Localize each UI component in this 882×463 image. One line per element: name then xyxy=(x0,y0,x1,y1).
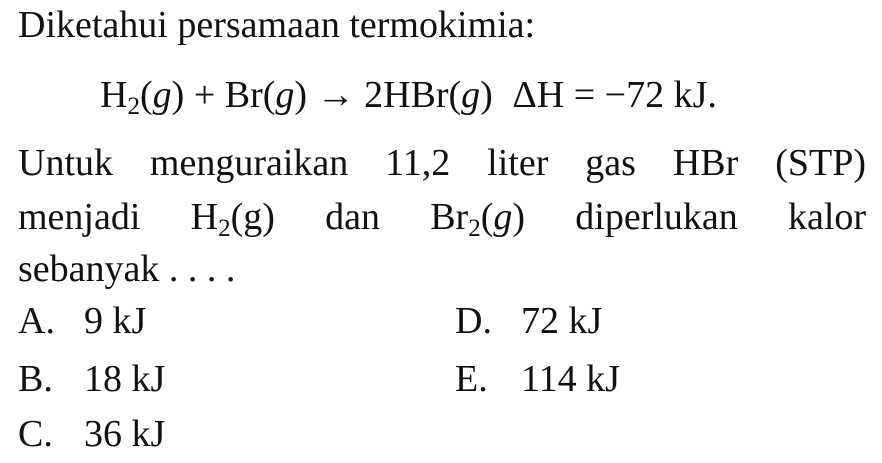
question-menjadi: menjadi xyxy=(18,196,141,238)
option-d-letter: D. xyxy=(455,300,492,342)
question-br2-state: g xyxy=(493,196,513,238)
option-e-text: 114 kJ xyxy=(521,358,620,400)
question-line-2 xyxy=(18,194,867,243)
reactant-br: Br xyxy=(224,74,263,116)
delta-h-value: = −72 kJ. xyxy=(573,74,717,116)
option-a[interactable] xyxy=(18,298,146,344)
reactant-br-state: g xyxy=(275,74,295,116)
option-d[interactable] xyxy=(455,298,602,344)
question-br2: $Br_2(g)$ xyxy=(430,196,526,243)
option-a-text: 9 kJ xyxy=(84,300,147,342)
option-b-text: 18 kJ xyxy=(84,358,166,400)
question-h2 xyxy=(190,196,275,243)
question-h2-subscript: 2 xyxy=(218,215,231,243)
option-b[interactable] xyxy=(18,356,165,402)
question-br2-subscript: 2 xyxy=(468,215,481,243)
product-state: g xyxy=(461,74,481,116)
question-br2-symbol: Br xyxy=(430,196,469,238)
option-e-letter: E. xyxy=(455,358,488,400)
product-hbr: 2HBr xyxy=(364,74,449,116)
reaction-arrow: → xyxy=(316,74,355,116)
option-b-letter: B. xyxy=(18,358,53,400)
question-dan: dan xyxy=(325,196,380,238)
plus-sign: + xyxy=(193,74,216,116)
option-c-text: 36 kJ xyxy=(84,413,166,455)
option-c[interactable] xyxy=(18,411,165,457)
question-line-3: sebanyak . . . . xyxy=(18,248,236,290)
question-line-1: Untuk menguraikan 11,2 liter gas HBr (STP) xyxy=(18,142,866,184)
option-e[interactable] xyxy=(455,356,620,402)
intro-text: Diketahui persamaan termokimia: xyxy=(18,4,536,46)
reactant-h: H xyxy=(100,74,128,116)
option-d-text: 72 kJ xyxy=(521,300,603,342)
reactant-h-state: g xyxy=(152,74,172,116)
delta-h-label: ΔH xyxy=(512,74,565,116)
option-a-letter: A. xyxy=(18,300,55,342)
thermochemical-equation: $H_2(g) + Br(g) \to 2HBr(g) \Delta H = -72$ kJ. xyxy=(100,74,717,121)
question-diperlukan-kalor: diperlukan kalor xyxy=(575,196,867,238)
reactant-h-subscript: 2 xyxy=(127,93,140,121)
option-c-letter: C. xyxy=(18,413,53,455)
question-h2-state: (g) xyxy=(230,196,275,238)
question-h2-symbol: H xyxy=(190,196,219,238)
